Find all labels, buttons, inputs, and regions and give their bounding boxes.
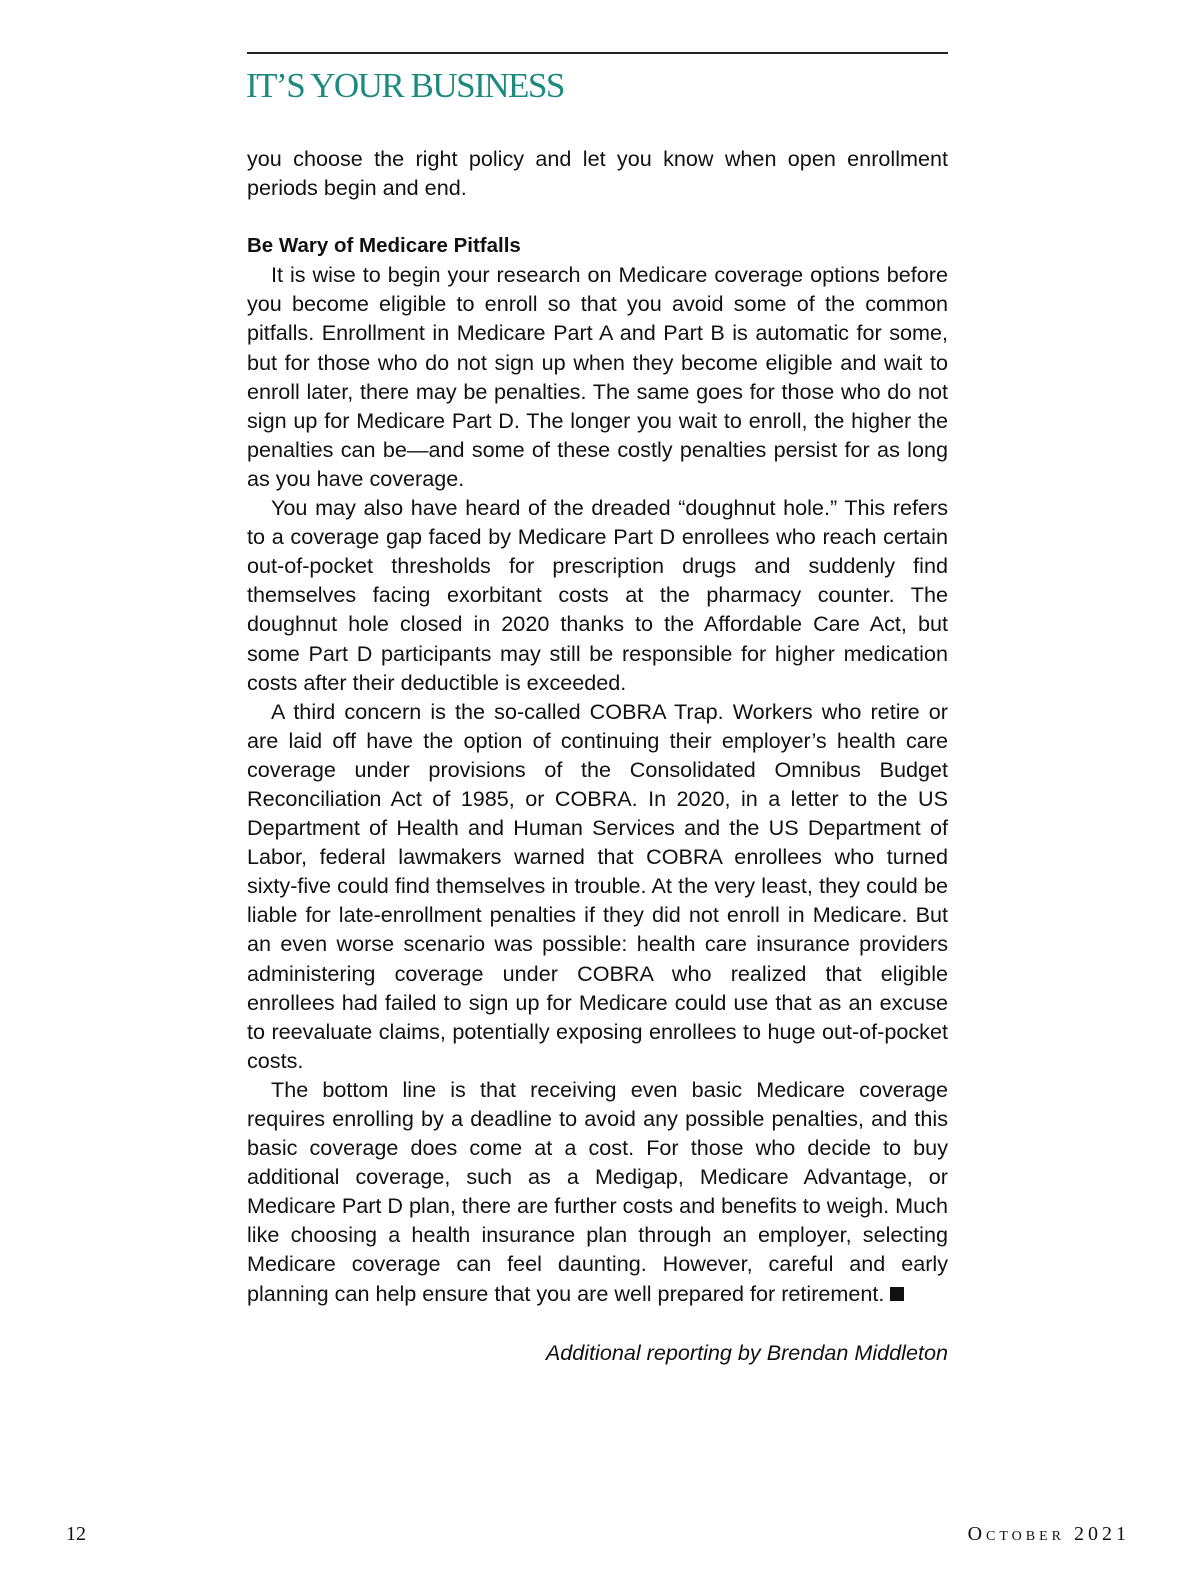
page-number: 12 xyxy=(66,1523,86,1545)
top-rule xyxy=(247,52,948,54)
subhead: Be Wary of Medicare Pitfalls xyxy=(247,234,521,258)
article-body xyxy=(247,144,948,1308)
issue-date: October 2021 xyxy=(967,1523,1130,1545)
final-paragraph xyxy=(247,1075,948,1308)
lead-paragraph: you choose the right policy and let you know when open enrollment periods begin and end. xyxy=(247,146,948,201)
section-title: IT’S YOUR BUSINESS xyxy=(246,66,564,105)
article-page xyxy=(247,52,948,1367)
body-paragraph: It is wise to begin your research on Medicare coverage options before you become eligible to enroll so that you avoid some of the common pitfalls. Enrollment in Medicare Part A and Part B is automatic for some, but for those who do not sign up when they become eligible and wait to enroll later, there may be penalties. The same goes for those who do not sign up for Medicare Part D. The longer you wait to enroll, the higher the penalties can be—and some of these costly penalties persist for as long as you have coverage. xyxy=(247,262,948,491)
body-paragraph: You may also have heard of the dreaded “doughnut hole.” This refers to a coverage gap faced by Medicare Part D enrollees who reach certain out-of-pocket thresholds for prescription drugs and suddenly find themselves facing exorbitant costs at the pharmacy counter. The doughnut hole closed in 2020 thanks to the Affordable Care Act, but some Part D participants may still be responsible for higher medication costs after their deductible is exceeded. xyxy=(247,495,948,695)
final-paragraph-text: The bottom line is that receiving even basic Medicare coverage requires enrolling by a deadline to avoid any possible penalties, and this basic coverage does come at a cost. For those who decide to buy additional coverage, such as a Medigap, Medicare Advantage, or Medicare Part D plan, there are further costs and benefits to weigh. Much like choosing a health insurance plan through an employer, selecting Medicare coverage can feel daunting. However, careful and early planning can help ensure that you are well prepared for retirement. xyxy=(247,1076,948,1306)
reporting-credit: Additional reporting by Brendan Middleton xyxy=(545,1339,948,1365)
body-paragraph: A third concern is the so-called COBRA Trap. Workers who retire or are laid off have the option of continuing their employer’s health care coverage under provisions of the Consolidated Omnibus Budget Reconciliation Act of 1985, or COBRA. In 2020, in a letter to the US Department of Health and Human Services and the US Department of Labor, federal lawmakers warned that COBRA enrollees who turned sixty-five could find themselves in trouble. At the very least, they could be liable for late-enrollment penalties if they did not enroll in Medicare. But an even worse scenario was possible: health care insurance providers administering coverage under COBRA who realized that eligible enrollees had failed to sign up for Medicare could use that as an excuse to reevaluate claims, potentially exposing enrollees to huge out-of-pocket costs. xyxy=(247,698,948,1073)
end-mark-icon xyxy=(890,1287,904,1301)
